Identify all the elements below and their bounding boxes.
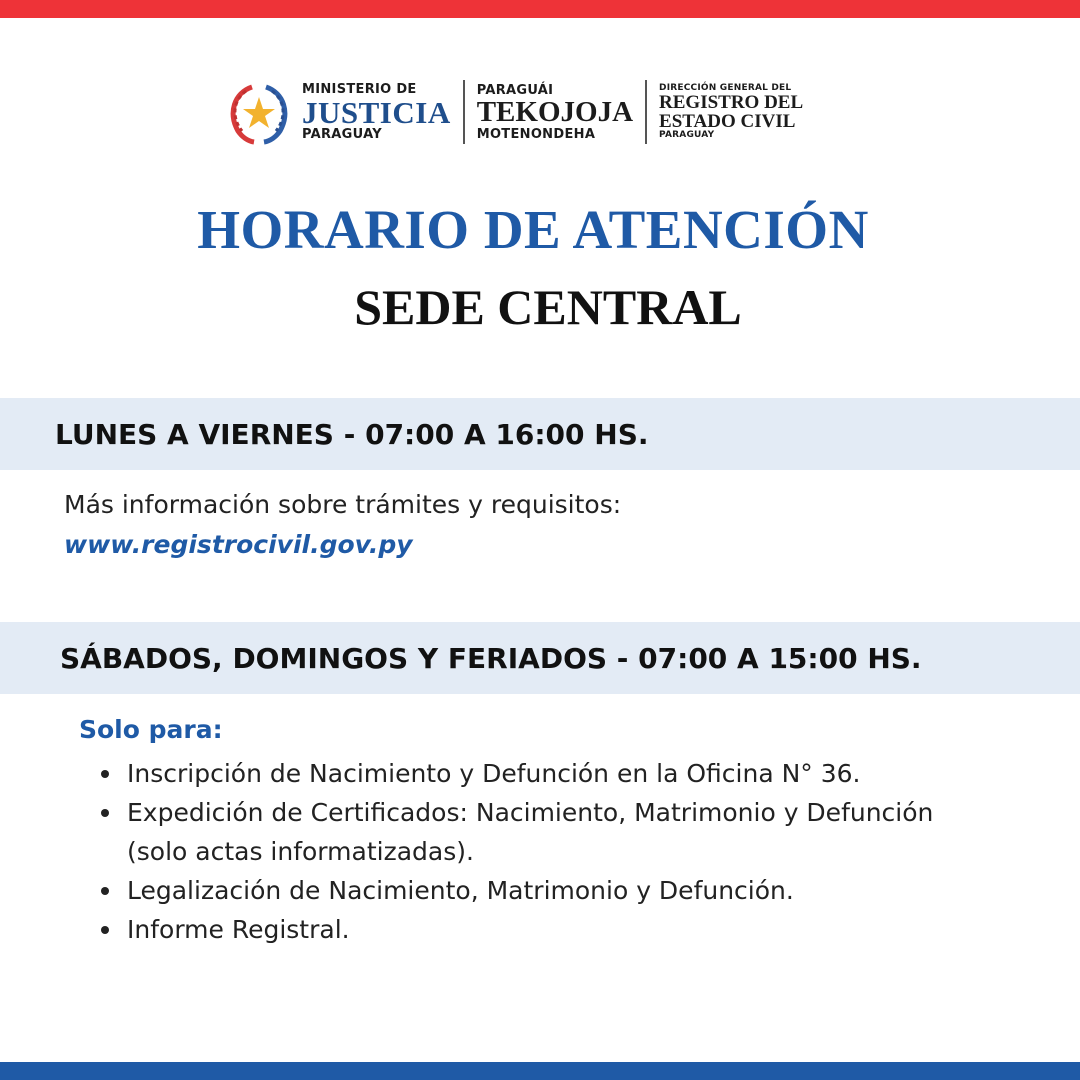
list-item [100, 871, 1000, 910]
ministerio-justicia-logo [302, 83, 451, 141]
list-item [100, 754, 1000, 793]
weekend-schedule-band [0, 622, 1080, 694]
page-subtitle: SEDE CENTRAL [354, 279, 742, 335]
bullet-icon [101, 809, 109, 817]
ministerio-top-text: MINISTERIO DE [302, 82, 417, 97]
more-info-text: Más información sobre trámites y requisitos: [64, 490, 622, 519]
website-link[interactable]: www.registrocivil.gov.py [64, 530, 413, 559]
top-red-stripe [0, 0, 1080, 18]
page-title: HORARIO DE ATENCIÓN [197, 199, 869, 260]
logo-divider [645, 80, 647, 144]
institutional-logos [222, 76, 803, 148]
national-seal-icon [222, 79, 296, 145]
bottom-blue-stripe [0, 1062, 1080, 1080]
bullet-icon [101, 926, 109, 934]
tekojoja-main-text: TEKOJOJA [476, 95, 634, 128]
tekojoja-bottom-text: MOTENONDEHA [476, 126, 596, 142]
logo-divider [463, 80, 465, 144]
registro-bottom-text: PARAGUAY [659, 130, 715, 140]
weekend-schedule: SÁBADOS, DOMINGOS Y FERIADOS - 07:00 A 15:00 HS. [60, 641, 922, 675]
list-item [100, 793, 1000, 871]
list-item-text: Inscripción de Nacimiento y Defunción en la Oficina N° 36. [127, 759, 861, 788]
registro-civil-logo [659, 84, 803, 140]
registro-top-text: DIRECCIÓN GENERAL DEL [659, 83, 792, 93]
service-list [100, 754, 1000, 949]
list-item-text: Legalización de Nacimiento, Matrimonio y Defunción. [127, 876, 794, 905]
list-item-text: Expedición de Certificados: Nacimiento, Matrimonio y Defunción (solo actas informatizadas). [127, 798, 934, 866]
bullet-icon [101, 887, 109, 895]
registro-line2-text: ESTADO CIVIL [659, 111, 796, 132]
weekday-schedule: LUNES A VIERNES - 07:00 A 16:00 HS. [55, 417, 649, 451]
tekojoja-logo [477, 84, 633, 141]
registro-line1-text: REGISTRO DEL [659, 92, 804, 113]
ministerio-bottom-text: PARAGUAY [302, 127, 382, 142]
bullet-icon [101, 770, 109, 778]
weekday-schedule-band [0, 398, 1080, 470]
list-item-text: Informe Registral. [127, 915, 350, 944]
list-item [100, 910, 1000, 949]
ministerio-main-text: JUSTICIA [302, 95, 451, 130]
solo-para-heading: Solo para: [79, 715, 223, 744]
tekojoja-top-text: PARAGUÁI [476, 82, 554, 98]
